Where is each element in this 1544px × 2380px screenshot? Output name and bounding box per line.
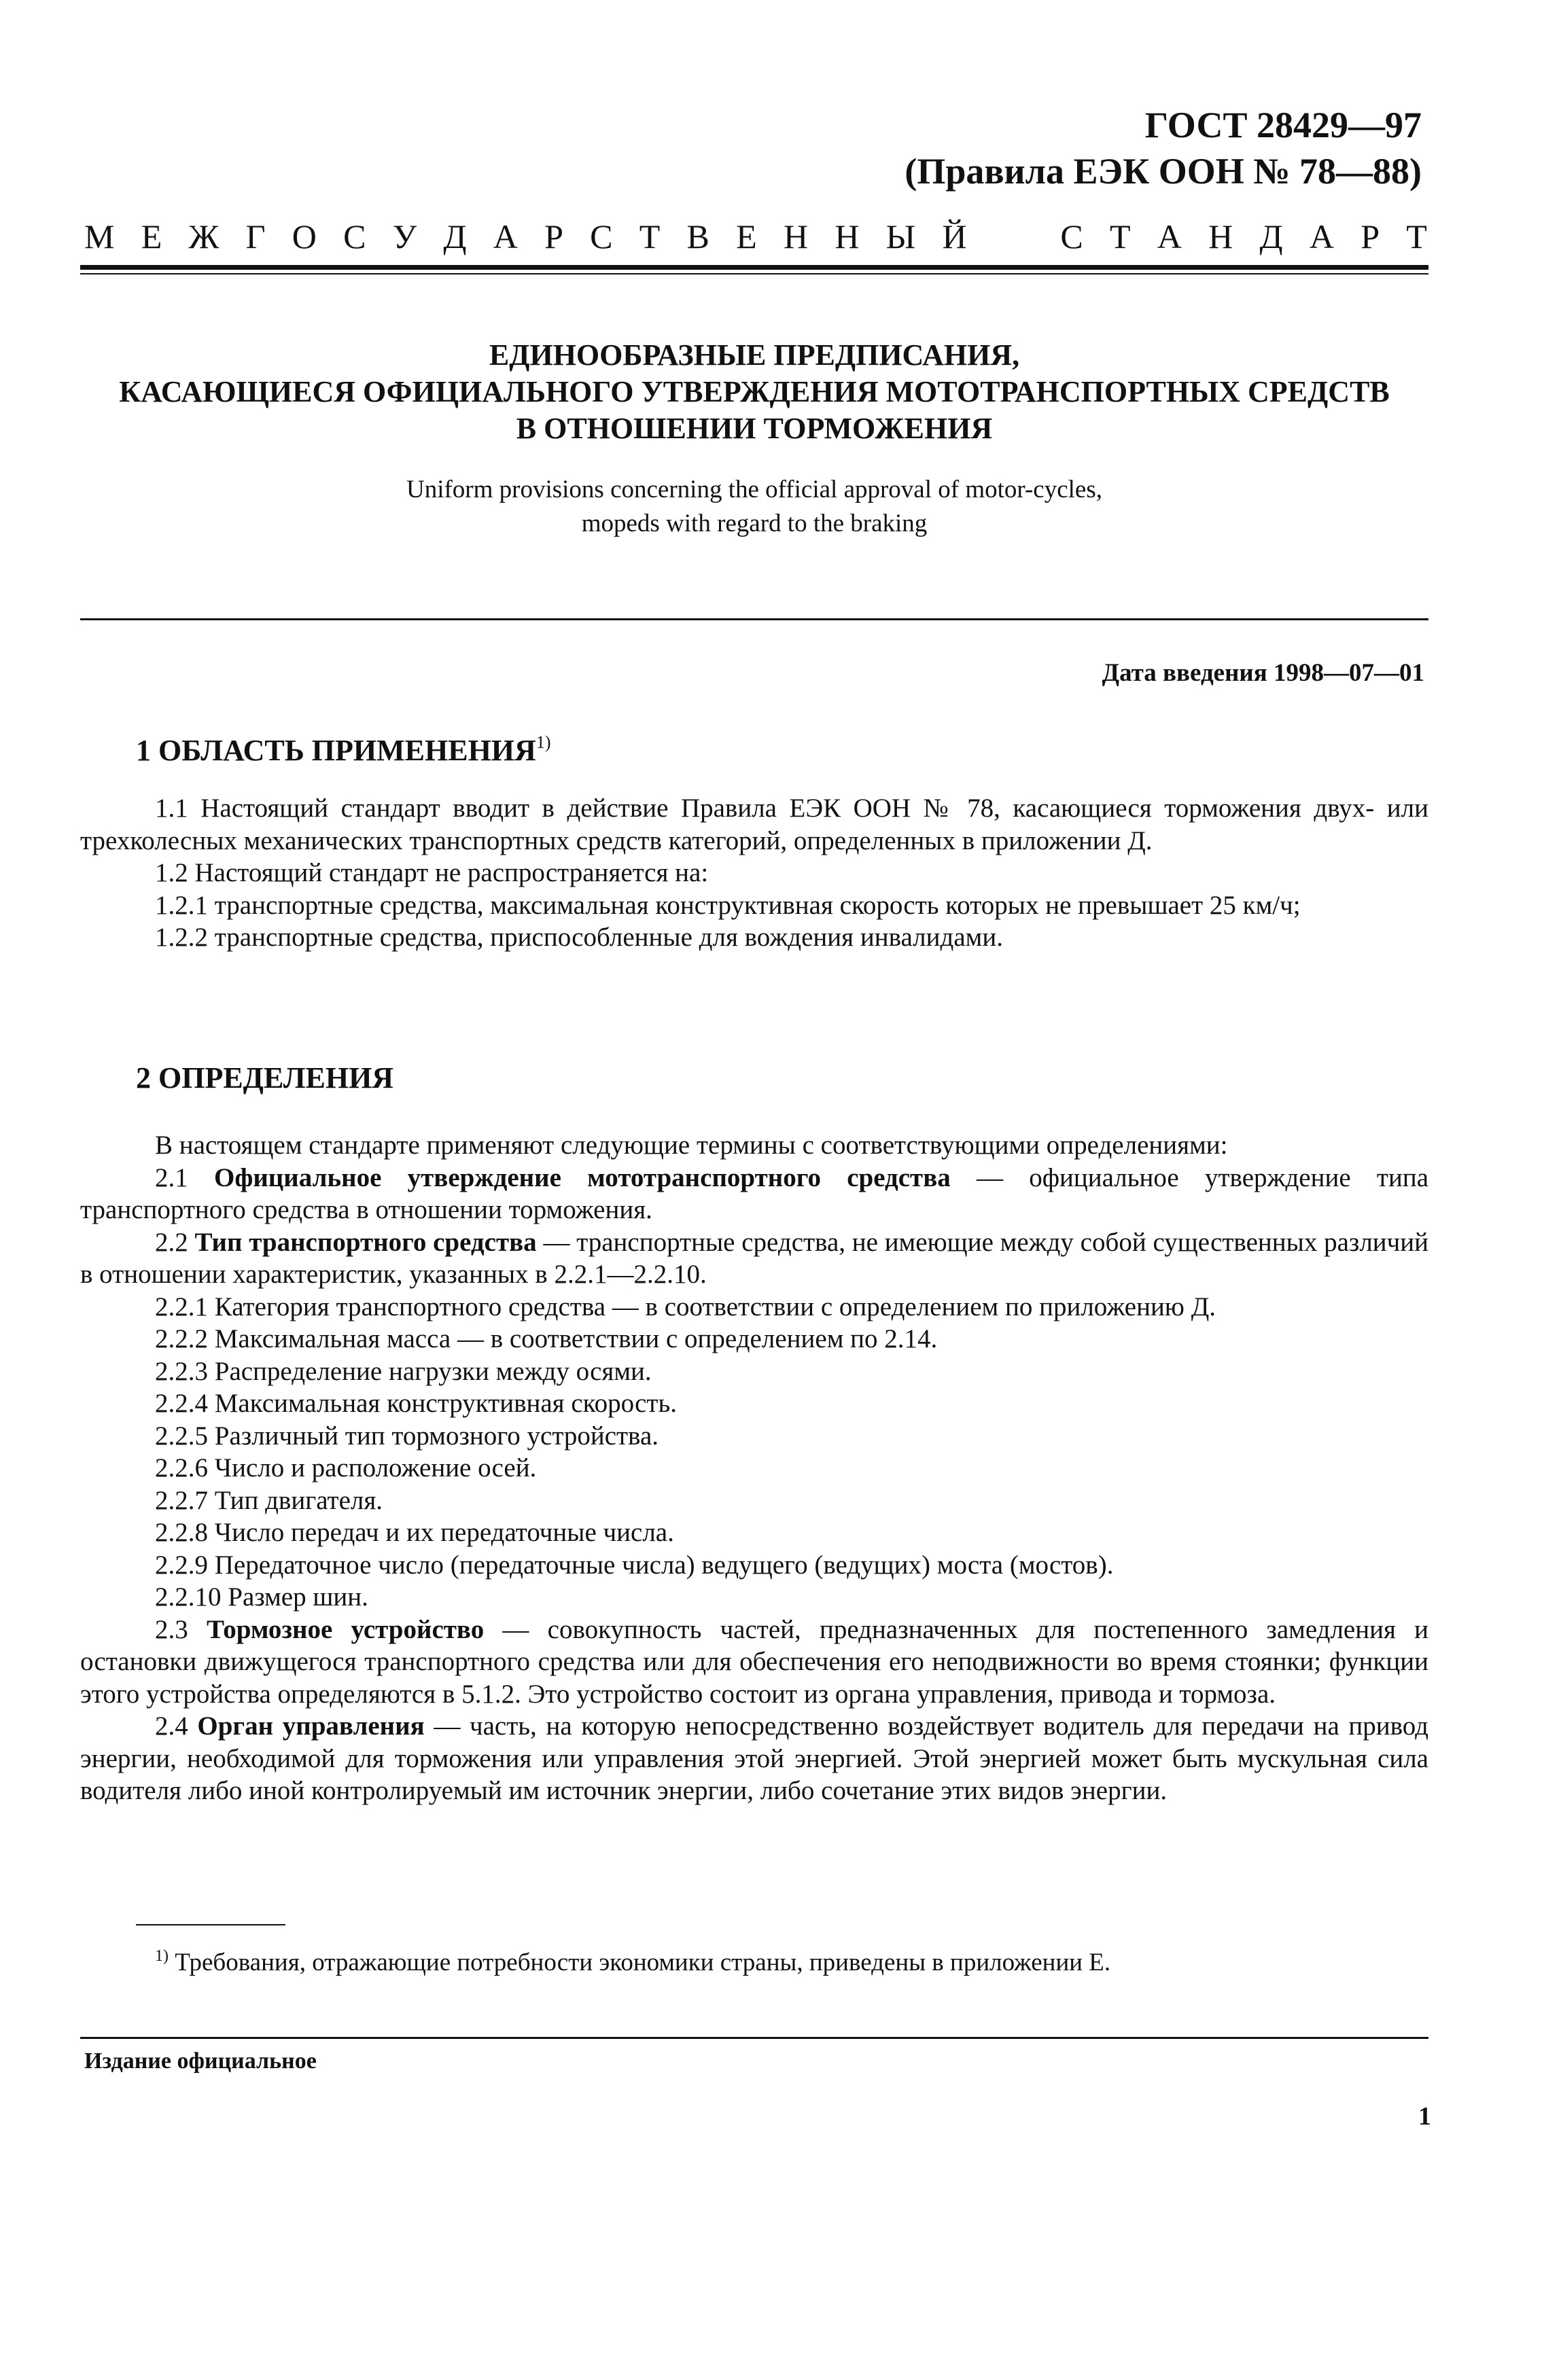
definition-text: — часть, на которую непосредственно воздействует водитель для передачи на привод энергии, необходимой для торможения или управления этой энергией. Этой энергией может быть мускульная сила водителя либо иной контролируемый им источник энергии, либо сочетание этих видов энергии. [80,1711,1429,1805]
interstate-standard-banner [84,216,1427,257]
definition-text: — транспортные средства, не имеющие между собой существенных различий в отношении характеристик, указанных в 2.2.1—2.2.10. [80,1227,1429,1289]
banner-letter: О [292,217,317,255]
banner-letter: С [343,217,366,255]
banner-letter: Й [942,217,967,255]
banner-letter: Е [736,217,757,255]
footnote-text: Требования, отражающие потребности экономики страны, приведены в приложении Е. [175,1949,1111,1976]
banner-letter: М [84,217,115,255]
definition-number: 2.4 [155,1711,188,1741]
edition-label: Издание официальное [84,2048,317,2074]
banner-letter: Р [1361,217,1380,255]
paragraph-1-1: 1.1 Настоящий стандарт вводит в действие Правила ЕЭК ООН № 78, касающиеся торможения двух- или трехколесных механических транспортных средств категорий, определенных в приложении Д. [80,794,1428,855]
definition-number: 2.2 [155,1227,188,1257]
characteristic-item: 2.2.4 Максимальная конструктивная скорость. [155,1389,678,1418]
definition-2-4 [80,1710,1428,1807]
ece-rules-reference: (Правила ЕЭК ООН № 78—88) [905,151,1422,192]
banner-letter: Д [1259,217,1283,255]
banner-letter: Р [544,217,563,255]
header-thick-rule [80,265,1428,270]
footnote-separator [136,1924,285,1925]
characteristic-item: 2.2.7 Тип двигателя. [155,1485,383,1515]
definition-term: Тормозное устройство [206,1614,485,1644]
banner-letter: Г [245,217,266,255]
footnote-reference: 1) [536,732,551,752]
banner-letter: Т [639,217,661,255]
banner-letter: Ж [188,217,220,255]
definition-2-2 [80,1226,1428,1291]
characteristic-item: 2.2.8 Число передач и их передаточные числа. [155,1518,674,1547]
definition-term: Тип транспортного средства [194,1227,537,1257]
banner-letter: А [493,217,518,255]
document-title [80,337,1428,447]
english-title-line: mopeds with regard to the braking [581,510,928,537]
english-title [80,473,1428,541]
introduction-date: Дата введения 1998—07—01 [1102,659,1424,687]
footnote-marker: 1) [155,1947,169,1965]
banner-letter: Е [141,217,162,255]
footer-rule [80,2037,1428,2039]
gost-code: ГОСТ 28429—97 [1144,105,1422,145]
definition-number: 2.3 [155,1614,188,1644]
definition-2-3 [80,1614,1428,1711]
banner-letter: Д [443,217,467,255]
characteristic-item: 2.2.3 Распределение нагрузки между осями. [155,1356,652,1386]
banner-letter: В [686,217,709,255]
standard-designation [905,102,1422,194]
page-number: 1 [1418,2102,1431,2131]
banner-letter: С [590,217,613,255]
banner-letter [994,216,1000,257]
characteristic-item: 2.2.2 Максимальная масса — в соответствии с определением по 2.14. [155,1324,938,1353]
title-line: КАСАЮЩИЕСЯ ОФИЦИАЛЬНОГО УТВЕРЖДЕНИЯ МОТОТРАНСПОРТНЫХ СРЕДСТВ [119,375,1390,408]
banner-letter: Т [1406,217,1427,255]
banner-letter: Н [835,217,860,255]
banner-letter [1027,216,1034,257]
definition-text: — совокупность частей, предназначенных для постепенного замедления и остановки движущегося транспортного средства или для обеспечения его неподвижности во время стоянки; функции этого устройства определяются в 5.1.2. Это устройство состоит из органа управления, привода и тормоза. [80,1614,1429,1709]
banner-letter: А [1309,217,1334,255]
paragraph-1-2-1: 1.2.1 транспортные средства, максимальная конструктивная скорость которых не превышает 25 км/ч; [155,890,1301,920]
characteristic-item: 2.2.5 Различный тип тормозного устройства. [155,1421,659,1451]
section-2-heading: 2 ОПРЕДЕЛЕНИЯ [136,1061,394,1095]
header-thin-rule [80,273,1428,274]
banner-letter: С [1060,217,1083,255]
banner-letter: Ы [885,217,916,255]
section-2-body [80,1129,1428,1807]
section-2-intro: В настоящем стандарте применяют следующие термины с соответствующими определениями: [155,1131,1228,1160]
banner-letter: Н [1208,217,1233,255]
section-1-heading [136,724,550,769]
section-1-heading-text: 1 ОБЛАСТЬ ПРИМЕНЕНИЯ [136,734,536,767]
title-line: ЕДИНООБРАЗНЫЕ ПРЕДПИСАНИЯ, [489,338,1020,372]
banner-letter: А [1157,217,1182,255]
paragraph-1-2: 1.2 Настоящий стандарт не распространяется на: [155,858,709,887]
title-line: В ОТНОШЕНИИ ТОРМОЖЕНИЯ [516,412,993,445]
characteristic-item: 2.2.1 Категория транспортного средства — в соответствии с определением по приложению Д. [155,1292,1216,1321]
definition-term: Официальное утверждение мототранспортного средства [214,1162,951,1192]
definition-2-1 [80,1162,1428,1226]
definition-number: 2.1 [155,1162,188,1192]
characteristic-item: 2.2.10 Размер шин. [155,1582,368,1612]
banner-letter: У [392,217,417,255]
definition-term: Орган управления [197,1711,425,1741]
english-title-line: Uniform provisions concerning the official approval of motor-cycles, [406,476,1102,503]
characteristics-list [80,1291,1428,1614]
paragraph-1-2-2: 1.2.2 транспортные средства, приспособленные для вождения инвалидами. [155,923,1003,952]
banner-letter: Н [783,217,809,255]
section-1-body [80,792,1428,954]
characteristic-item: 2.2.9 Передаточное число (передаточные числа) ведущего (ведущих) моста (мостов). [155,1550,1114,1580]
banner-letter: Т [1110,217,1131,255]
definition-text: — официальное утверждение типа транспортного средства в отношении торможения. [80,1162,1429,1224]
title-separator-rule [80,618,1428,620]
footnote [155,1940,1110,1978]
characteristic-item: 2.2.6 Число и расположение осей. [155,1453,537,1482]
